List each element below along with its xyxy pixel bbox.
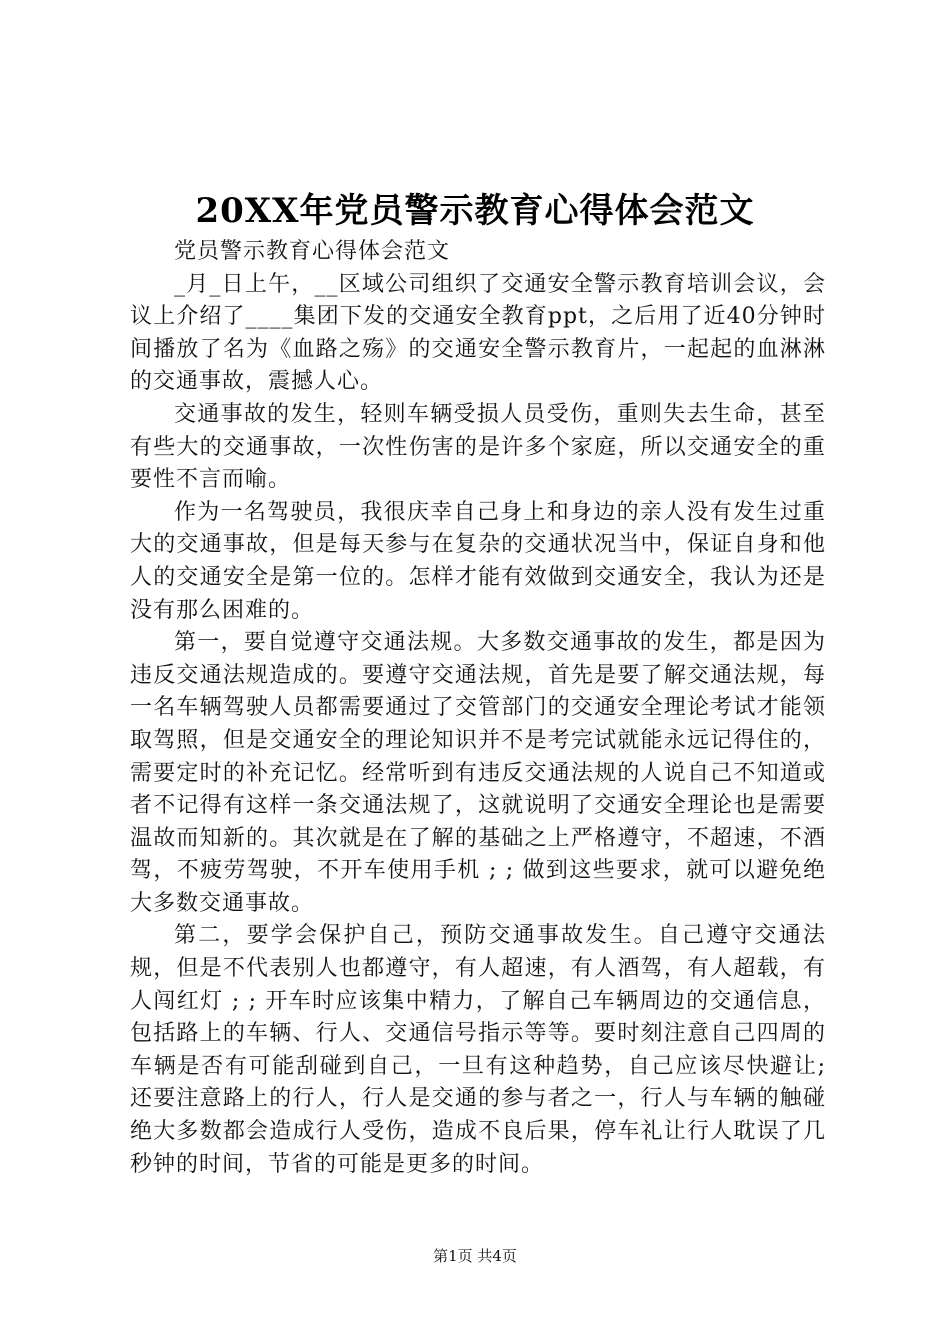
paragraph-3: 作为一名驾驶员，我很庆幸自己身上和身边的亲人没有发生过重大的交通事故，但是每天参与在复杂的交通状况当中，保证自身和他人的交通安全是第一位的。怎样才能有效做到交通安全，我认为还是没有那么困难的。 [130,499,826,623]
document-title: 20XX年党员警示教育心得体会范文 [195,191,755,231]
paragraph-2: 交通事故的发生，轻则车辆受损人员受伤，重则失去生命，甚至有些大的交通事故，一次性伤害的是许多个家庭，所以交通安全的重要性不言而喻。 [130,401,826,493]
paragraph-subtitle: 党员警示教育心得体会范文 [174,239,451,264]
paragraph-5: 第二，要学会保护自己，预防交通事故发生。自己遵守交通法规，但是不代表别人也都遵守，有人超速，有人酒驾，有人超载，有人闯红灯 ; ; 开车时应该集中精力，了解自己车辆周边的交通信息，包括路上的车辆、行人、交通信号指示等等。要时刻注意自己四周的车辆是否有可能刮碰到自己，一旦有这种趋势，自己应该尽快避让;还要注意路上的行人，行人是交通的参与者之一，行人与车辆的触碰绝大多数都会造成行人受伤，造成不良后果，停车礼让行人耽误了几秒钟的时间，节省的可能是更多的时间。 [130,923,826,1177]
page-number-footer: 第1页 共4页 [433,1247,517,1265]
paragraph-1: _月_日上午，__区域公司组织了交通安全警示教育培训会议，会议上介绍了____集团下发的交通安全教育ppt，之后用了近40分钟时间播放了名为《血路之殇》的交通安全警示教育片，一起起的血淋淋的交通事故，震撼人心。 [130,271,826,395]
paragraph-4: 第一，要自觉遵守交通法规。大多数交通事故的发生，都是因为违反交通法规造成的。要遵守交通法规，首先是要了解交通法规，每一名车辆驾驶人员都需要通过了交管部门的交通安全理论考试才能领取驾照，但是交通安全的理论知识并不是考完试就能永远记得住的，需要定时的补充记忆。经常听到有违反交通法规的人说自己不知道或者不记得有这样一条交通法规了，这就说明了交通安全理论也是需要温故而知新的。其次就是在了解的基础之上严格遵守，不超速，不酒驾，不疲劳驾驶，不开车使用手机 ; ; 做到这些要求，就可以避免绝大多数交通事故。 [130,630,826,916]
document-body [130,236,826,1181]
